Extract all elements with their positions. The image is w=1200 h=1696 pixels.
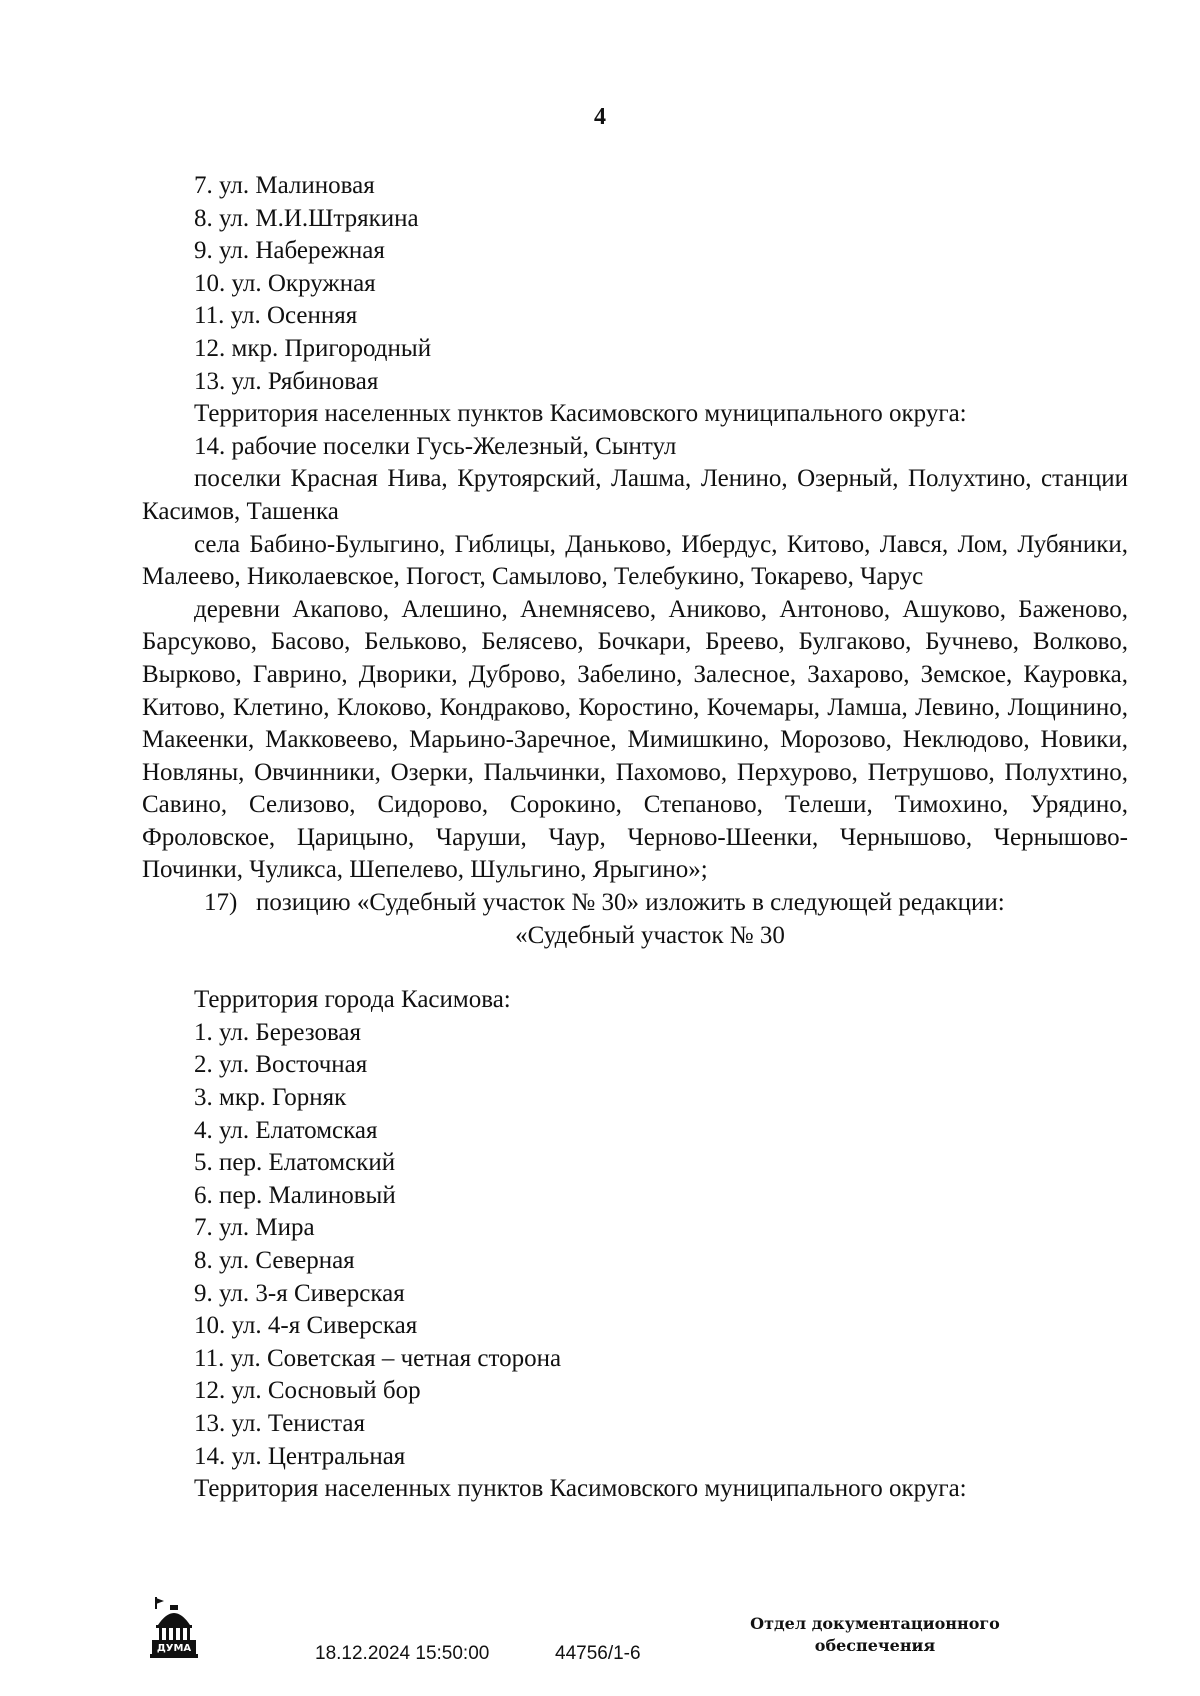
amendment-text: позицию «Судебный участок № 30» изложить в следующей редакции: bbox=[256, 889, 1005, 917]
list-item: 9. ул. 3-я Сиверская bbox=[194, 1279, 405, 1307]
list-item: 7. ул. Малиновая bbox=[194, 172, 375, 199]
territory-city-heading: Территория города Касимова: bbox=[194, 986, 511, 1014]
duma-logo-icon bbox=[148, 1595, 200, 1661]
amendment-item bbox=[142, 887, 1128, 920]
document-body bbox=[142, 170, 1128, 1506]
department-line: обеспечения bbox=[814, 1636, 936, 1655]
department-line: Отдел документационного bbox=[750, 1614, 1000, 1633]
list-item: 12. мкр. Пригородный bbox=[194, 334, 432, 362]
list-item: 10. ул. 4-я Сиверская bbox=[194, 1312, 418, 1340]
list-item: 7. ул. Мира bbox=[194, 1214, 315, 1242]
list-item: 14. рабочие поселки Гусь-Железный, Сынтул bbox=[194, 432, 677, 460]
list-item: 6. пер. Малиновый bbox=[194, 1181, 396, 1209]
derevni-paragraph: деревни Акапово, Алешино, Анемнясево, Аниково, Антоново, Ашуково, Баженово, Барсуково, Басово, Бельково, Белясево, Бочкари, Бреево, Булгаково, Бучнево, Волково, Вырково, Гаврино, Дворики, Дуброво, Забелино, Залесное, Захарово, Земское, Кауровка, Китово, Клетино, Клоково, Кондраково, Коростино, Кочемары, Ламша, Левино, Лощинино, Макеенки, Макковеево, Марьино-Заречное, Мимишкино, Морозово, Неклюдово, Новики, Новляны, Овчинники, Озерки, Пальчинки, Пахомово, Перхурово, Петрушово, Полухтино, Савино, Селизово, Сидорово, Сорокино, Степаново, Телеши, Тимохино, Урядино, Фроловское, Царицыно, Чаруши, Чаур, Черново-Шеенки, Чернышово, Чернышово-Починки, Чуликса, Шепелево, Шульгино, Ярыгино»; bbox=[142, 595, 1128, 884]
sela-paragraph: села Бабино-Булыгино, Гиблицы, Даньково, Ибердус, Китово, Лався, Лом, Лубяники, Малеево, Николаевское, Погост, Самылово, Телебукино, Токарево, Чарус bbox=[142, 530, 1128, 591]
list-item: 3. мкр. Горняк bbox=[194, 1084, 347, 1112]
list-item: 13. ул. Рябиновая bbox=[194, 367, 379, 395]
list-item: 5. пер. Елатомский bbox=[194, 1149, 396, 1177]
spacer bbox=[142, 952, 1128, 984]
list-item: 1. ул. Березовая bbox=[194, 1018, 362, 1046]
department-stamp bbox=[725, 1613, 1025, 1657]
territory-heading: Территория населенных пунктов Касимовского муниципального округа: bbox=[194, 400, 967, 428]
street-list-top bbox=[142, 170, 1128, 398]
amendment-number: 17) bbox=[204, 889, 238, 917]
logo-text: ДУМА bbox=[156, 1643, 192, 1654]
page-number: 4 bbox=[594, 104, 606, 130]
list-item: 4. ул. Елатомская bbox=[194, 1116, 378, 1144]
section-title: «Судебный участок № 30 bbox=[515, 921, 785, 949]
street-list-city bbox=[142, 1017, 1128, 1473]
territory-heading: Территория населенных пунктов Касимовского муниципального округа: bbox=[194, 1475, 967, 1503]
registration-datetime: 18.12.2024 15:50:00 bbox=[315, 1643, 490, 1664]
list-item: 8. ул. Северная bbox=[194, 1247, 355, 1274]
list-item: 13. ул. Тенистая bbox=[194, 1409, 365, 1437]
list-item: 12. ул. Сосновый бор bbox=[194, 1377, 421, 1405]
list-item: 11. ул. Осенняя bbox=[194, 302, 358, 330]
list-item: 2. ул. Восточная bbox=[194, 1051, 368, 1079]
list-item: 14. ул. Центральная bbox=[194, 1442, 406, 1470]
list-item: 9. ул. Набережная bbox=[194, 237, 385, 265]
list-item: 11. ул. Советская – четная сторона bbox=[194, 1344, 562, 1372]
document-number: 44756/1-6 bbox=[555, 1643, 641, 1664]
poselki-paragraph: поселки Красная Нива, Крутоярский, Лашма, Ленино, Озерный, Полухтино, станции Касимов, Ташенка bbox=[142, 465, 1128, 525]
list-item: 10. ул. Окружная bbox=[194, 269, 376, 297]
footer bbox=[0, 1595, 1200, 1675]
list-item: 8. ул. М.И.Штрякина bbox=[194, 204, 419, 232]
